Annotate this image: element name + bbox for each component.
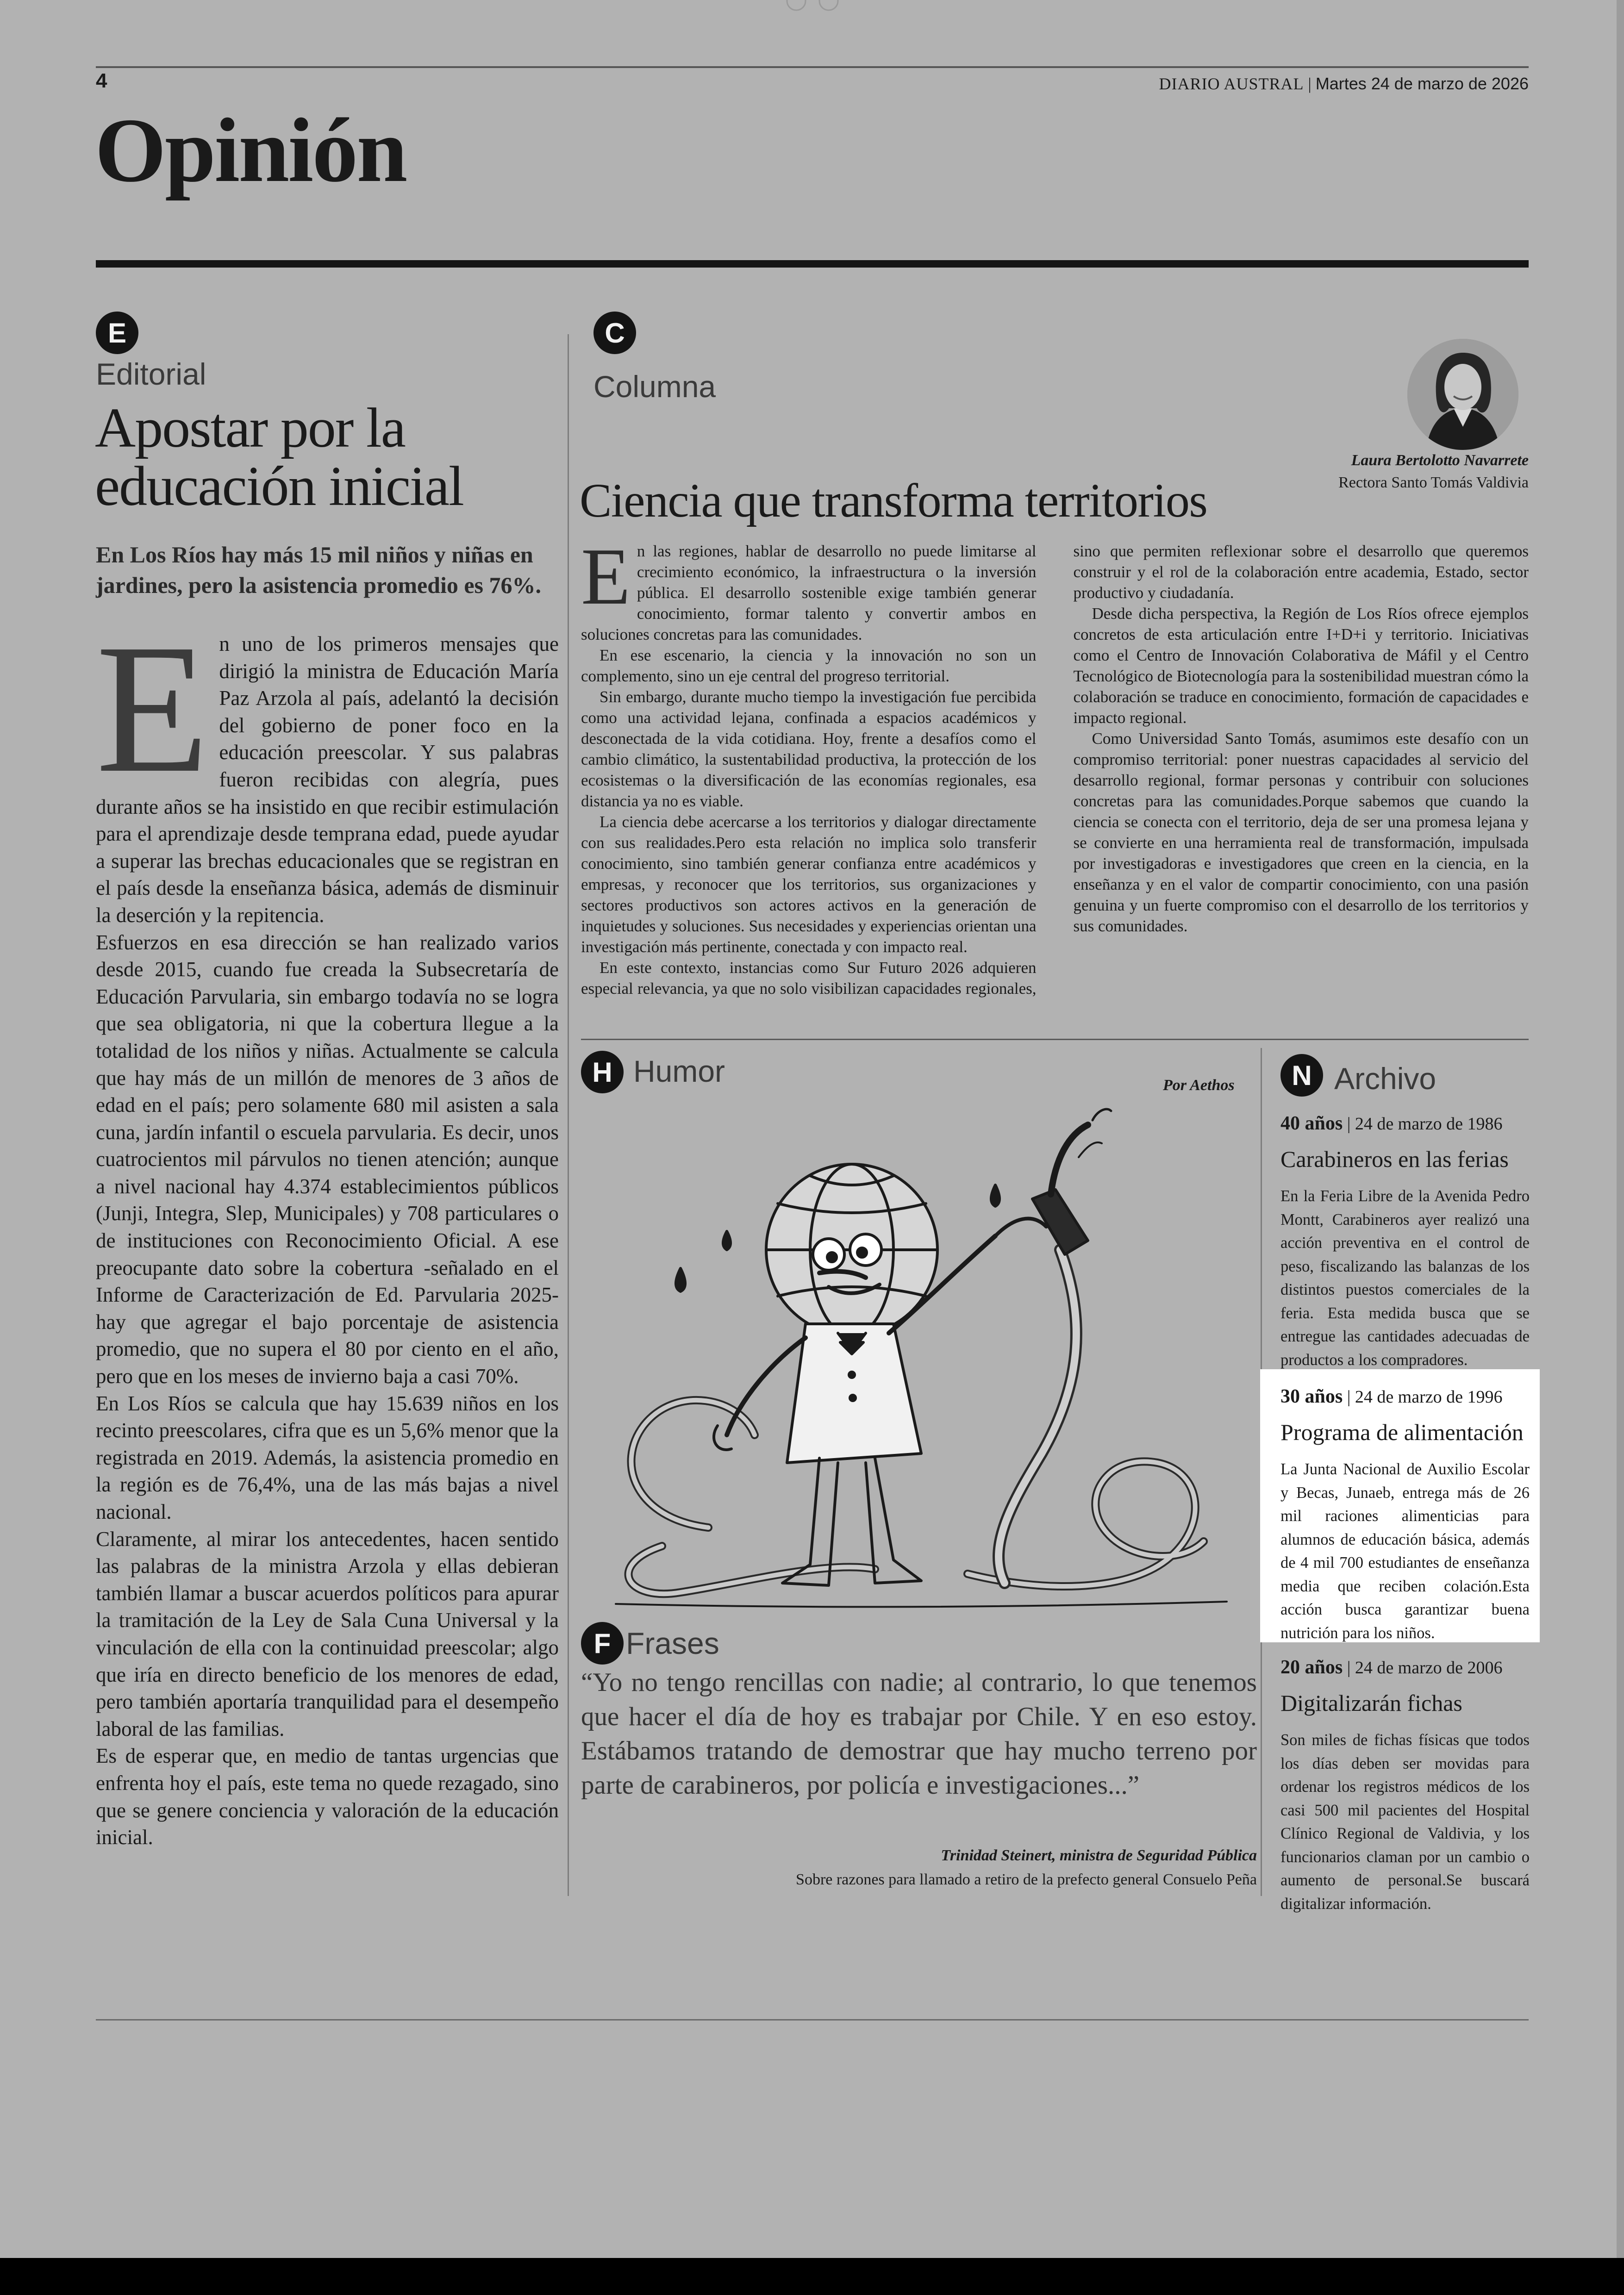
humor-credit: Por Aethos [1163,1077,1235,1094]
editorial-body [96,606,559,1851]
page-nav-circles-icon [782,0,847,15]
page-nav-icons [782,0,847,15]
archive-years: 40 años [1280,1113,1343,1134]
editorial-headline-line2: educación inicial [95,455,463,518]
page-number: 4 [96,69,107,92]
archive-entry-meta [1280,1112,1530,1135]
archive-title: Programa de alimentación [1280,1419,1524,1445]
archive-separator: | [1343,1658,1355,1678]
archive-title: Carabineros en las ferias [1280,1146,1509,1172]
column-paragraph-3: Sin embargo, durante mucho tiempo la investigación fue percibida como una actividad lejana, confinada a espacios académicos y desconectada de la vida cotidiana. Hoy, frente a desafíos como el cambio climático, la sustentabilidad productiva, la protección de los ecosistemas o la diversificación de las economías regionales, esa distancia ya no es viable. [581,688,1037,810]
quote-attribution: Trinidad Steinert, ministra de Seguridad Pública [941,1847,1257,1864]
archive-entry-2 [1280,1385,1530,1645]
column-bottom-rule [581,1039,1529,1040]
column-paragraph-2: En ese escenario, la ciencia y la innovación no son un complemento, sino un eje central del progreso territorial. [581,646,1037,685]
archive-years: 20 años [1280,1657,1343,1678]
column-paragraph-5: En este contexto, instancias como Sur Futuro 2026 adquieren especial relevancia, ya que no solo visibilizan capacidades regionales, sino que permiten reflexionar sobre el desarrollo que queremos construir y el rol de la colaboración entre academia, Estado, sector productivo y ciudadanía. [581,542,1529,998]
editorial-paragraph-5: Es de esperar que, en medio de tantas urgencias que enfrenta hoy el país, este tema no quede rezagado, sino que se genere conciencia y valoración de la educación inicial. [96,1744,559,1849]
archive-separator: | [1343,1387,1355,1407]
cartoon-globe-fuel-hose-icon [588,1102,1255,1611]
masthead-info [1159,74,1529,94]
humor-badge: H [581,1051,624,1093]
column-headline: Ciencia que transforma territorios [580,474,1207,527]
newspaper-name: DIARIO AUSTRAL [1159,75,1304,93]
humor-cartoon [588,1102,1255,1611]
top-rule [96,66,1529,68]
divider-editorial-column [568,334,569,1896]
page-bottom-bar [0,2258,1624,2295]
issue-date: Martes 24 de marzo de 2026 [1315,74,1529,93]
column-body [581,531,1529,1013]
editorial-drop-cap: E [96,606,209,811]
quote-text: “Yo no tengo rencillas con nadie; al contrario, lo que tenemos que hacer el día de hoy es trabajar por Chile. Y en eso estoy. Estábamos tratando de demostrar que hay mucho terreno por parte de carabineros, por policía e investigaciones...” [581,1668,1257,1800]
column-drop-cap: E [581,531,631,621]
archive-text: Son miles de fichas físicas que todos los días deben ser movidas para ordenar los registros médicos de los casi 500 mil pacientes del Hospital Clínico Regional de Valdivia, y los funcionarios claman por un cambio o aumento de personal.Se buscará digitalizar información. [1280,1731,1530,1913]
column-paragraph-6: Desde dicha perspectiva, la Región de Los Ríos ofrece ejemplos concretos de esta articulación entre I+D+i y territorio. Iniciativas como el Centro de Innovación Colaborativa de Máfil y el Centro Tecnológico de Biotecnología para la sostenibilidad muestran cómo la colaboración se traduce en conocimiento, formación de capacidades e impacto regional. [1073,605,1529,727]
editorial-paragraph-2: Esfuerzos en esa dirección se han realizado varios desde 2015, cuando fue creada la Subsecretaría de Educación Parvularia, sin embargo todavía no se logra que sea obligatoria, ni que la cobertura llegue a la totalidad de los niños y niñas. Actualmente se calcula que hay más de un millón de menores de 3 años de edad en el país; pero solamente 680 mil asisten a sala cuna, jardín infantil o escuela parvularia. Es decir, unos cuatrocientos mil párvulos no tienen atención; aunque a nivel nacional hay 4.374 establecimientos públicos (Junji, Integra, Slep, Municipales) y 708 particulares o de instituciones con Reconocimiento Oficial. A ese preocupante dato sobre la cobertura -señalado en el Informe de Caracterización de Ed. Parvularia 2025- hay que agregar el bajo porcentaje de asistencia promedio, que no supera el 80 por ciento en el año, pero que en los meses de invierno baja a casi 70%. [96,930,559,1388]
archive-text: En la Feria Libre de la Avenida Pedro Montt, Carabineros ayer realizó una acción preventiva en el control de peso, fiscalizando las balanzas de los distintos puestos comerciales de la feria. Esta medida busca que se entregue las cantidades adecuadas de productos a los compradores. [1280,1187,1530,1369]
editorial-badge: E [96,312,138,354]
author-role: Rectora Santo Tomás Valdivia [1338,474,1529,491]
humor-label: Humor [633,1054,725,1088]
archive-date: 24 de marzo de 2006 [1355,1658,1503,1678]
quotes-badge: F [581,1622,624,1665]
column-paragraph-4: La ciencia debe acercarse a los territorios y dialogar directamente con sus realidades.Pero esta relación no implica solo transferir conocimiento, sino también generar confianza entre académicos y empresas, y reconocer que los territorios, sus organizaciones y sectores productivos son actores activos en la generación de inquietudes y soluciones. Sus necesidades y experiencias orientan una investigación más pertinente, conectada y con impacto real. [581,813,1037,956]
section-title: Opinión [95,100,406,201]
masthead-separator: | [1304,75,1316,93]
archive-entry-meta [1280,1385,1530,1409]
archive-title: Digitalizarán fichas [1280,1690,1462,1716]
archive-date: 24 de marzo de 1996 [1355,1387,1503,1407]
column-paragraph-1: n las regiones, hablar de desarrollo no puede limitarse al crecimiento económico, la infraestructura o la inversión pública. El desarrollo sostenible exige también generar conocimiento, formar talento y convertir ambos en soluciones concretas para las comunidades. [581,542,1037,643]
column-label: Columna [593,369,716,404]
archive-date: 24 de marzo de 1986 [1355,1114,1503,1134]
editorial-paragraph-4: Claramente, al mirar los antecedentes, hacen sentido las palabras de la ministra Arzola y ellas debieran también llamar a buscar acuerdos políticos para apurar la tramitación de la Ley de Sala Cuna Universal y la vinculación de ella con la continuidad preescolar; algo que iría en directo beneficio de los menores de edad, pero también aportaría tranquilidad para el desempeño laboral de las familias. [96,1527,559,1740]
archive-separator: | [1343,1114,1355,1134]
archive-entry-3 [1280,1656,1530,1915]
editorial-paragraph-1: n uno de los primeros mensajes que dirigió la ministra de Educación María Paz Arzola al país, adelantó la decisión del gobierno de poner foco en la educación preescolar. Y sus palabras fueron recibidas con alegría, pues durante años se ha insistido en que recibir estimulación para el aprendizaje desde temprana edad, puede ayudar a superar las brechas educacionales que se registran en el país desde la enseñanza básica, además de disminuir la deserción y la repitencia. [96,632,559,927]
archive-label: Archivo [1334,1061,1437,1096]
column-paragraph-7: Como Universidad Santo Tomás, asumimos este desafío con un compromiso territorial: poner nuestras capacidades al servicio del desarrollo regional, formar personas y contribuir con soluciones concretas para las comunidades.Porque sabemos que cuando la ciencia se conecta con el territorio, deja de ser una promesa lejana y se convierte en una herramienta real de transformación, impulsada por investigadoras e investigadores que creen en la ciencia, en la enseñanza y en el valor de compartir conocimiento, con una pasión genuina y un fuerte compromiso con el desarrollo de los territorios y sus comunidades. [1073,730,1529,935]
editorial-label: Editorial [96,357,206,391]
archive-badge: N [1280,1054,1323,1097]
author-photo [1407,339,1518,450]
page-right-edge [1617,0,1624,2258]
archive-years: 30 años [1280,1386,1343,1407]
author-name: Laura Bertolotto Navarrete [1351,452,1529,469]
header-thick-rule [96,260,1529,268]
bottom-rule [96,2019,1529,2021]
archive-entry-meta [1280,1656,1530,1679]
editorial-headline-line1: Apostar por la [95,397,405,459]
archive-text: La Junta Nacional de Auxilio Escolar y Becas, Junaeb, entrega más de 26 mil raciones alimenticias para alumnos de educación básica, además de 4 mil 700 estudiantes de enseñanza media que reciben colación.Esta acción busca garantizar buena nutrición para los niños. [1280,1460,1530,1642]
archive-entry-1 [1280,1112,1530,1372]
editorial-paragraph-3: En Los Ríos se calcula que hay 15.639 niños en los recinto preescolares, cifra que es un 5,6% menor que la registrada en 2019. Además, la asistencia promedio en la región es de 76,4%, una de las más bajas a nivel nacional. [96,1391,559,1523]
quote-context: Sobre razones para llamado a retiro de la prefecto general Consuelo Peña [796,1871,1257,1888]
author-portrait-icon [1407,339,1518,450]
editorial-headline [95,399,562,516]
quotes-label: Frases [626,1626,719,1660]
editorial-subhead: En Los Ríos hay más 15 mil niños y niñas en jardines, pero la asistencia promedio es 76%. [96,542,542,598]
column-badge: C [593,312,636,354]
